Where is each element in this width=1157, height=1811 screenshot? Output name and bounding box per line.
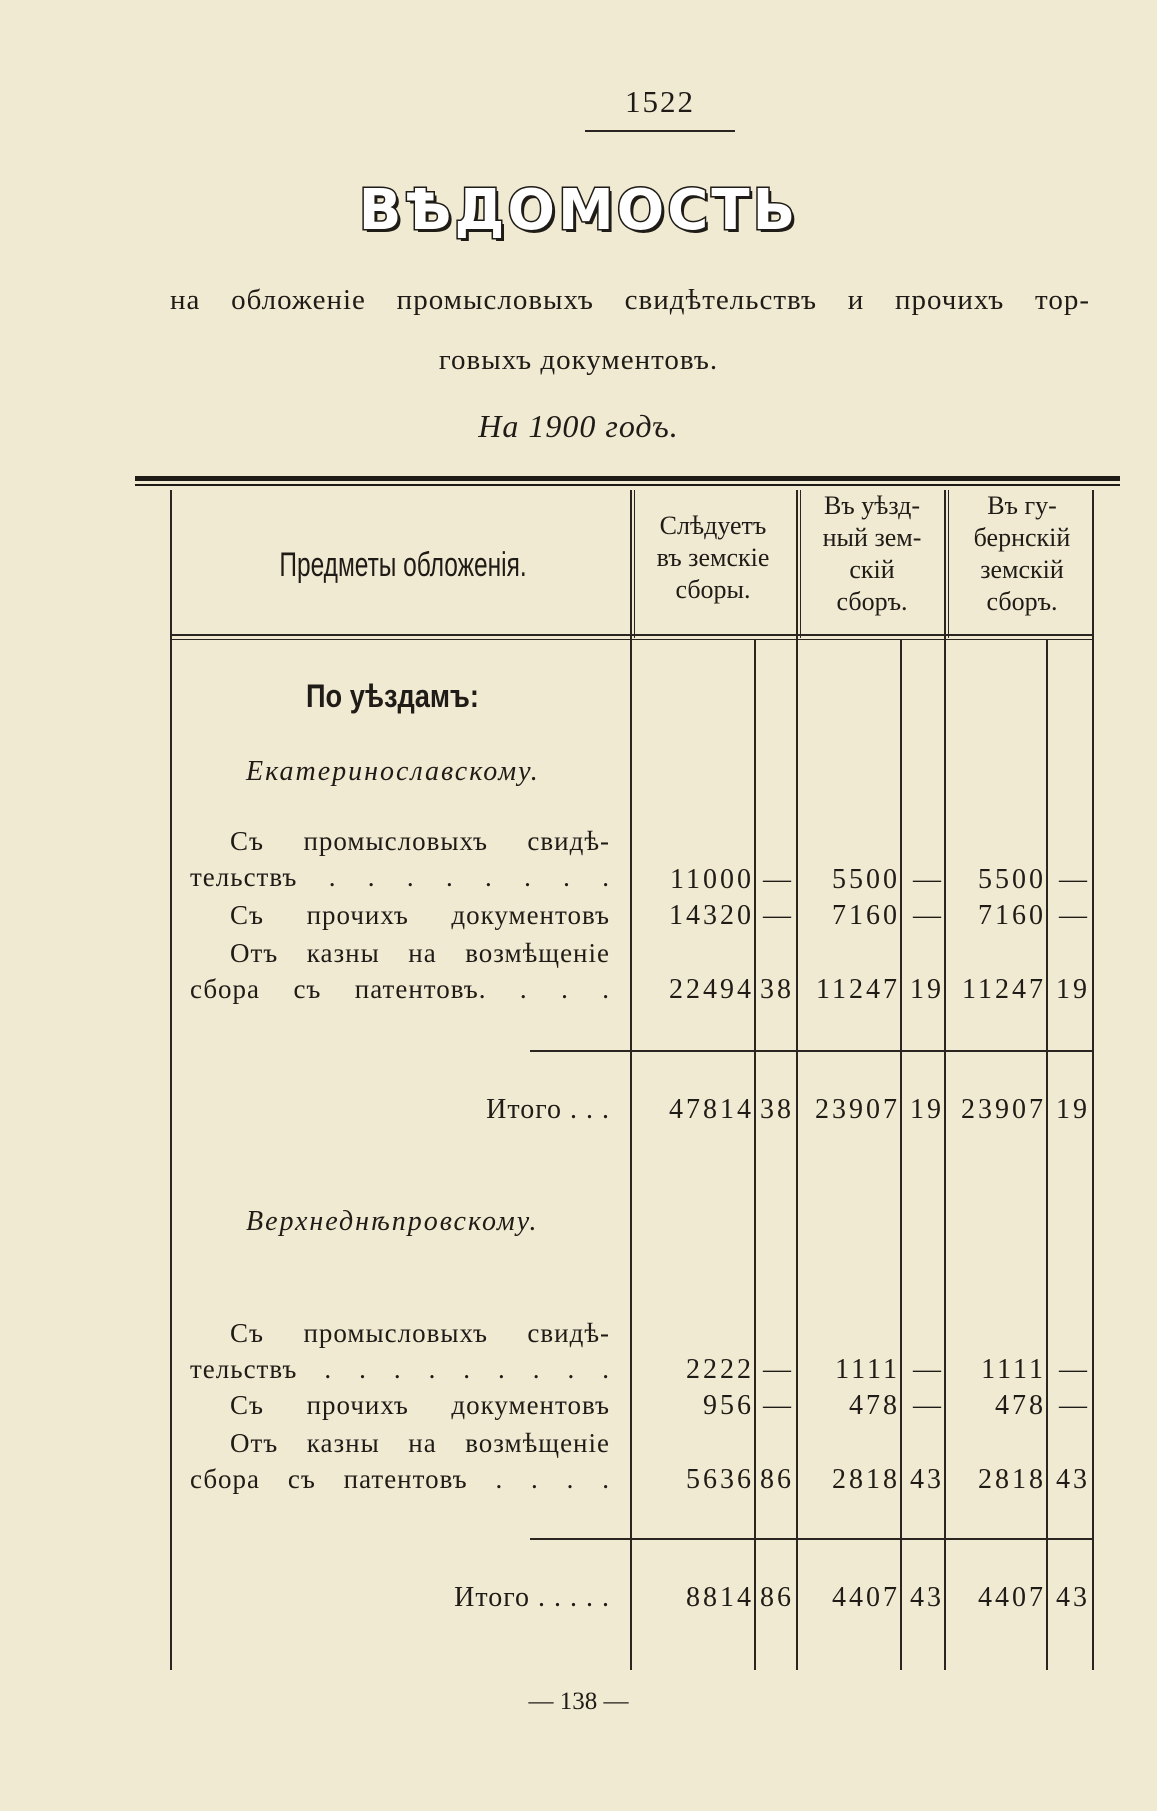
header-zemstvo xyxy=(636,510,790,606)
cell-value: 11247 xyxy=(816,974,900,1005)
col-divider-double xyxy=(800,490,801,638)
cell-kopecks: — xyxy=(763,864,794,895)
year-line: На 1900 годъ. xyxy=(478,408,679,444)
cell-value: 7160 xyxy=(832,900,900,931)
cell-kopecks: 43 xyxy=(1056,1464,1090,1495)
cell-value: 2818 xyxy=(978,1464,1046,1495)
row-label: Съ прочихъ документовъ xyxy=(230,1390,610,1420)
total-value: 4407 xyxy=(832,1582,900,1613)
table-left-border xyxy=(170,490,172,1670)
row-label: Съ промысловыхъ свидѣ- xyxy=(230,826,610,856)
header-guberniya xyxy=(950,490,1094,618)
total-value: 4407 xyxy=(978,1582,1046,1613)
total-kopecks: 86 xyxy=(760,1582,794,1613)
kopeck-divider xyxy=(1046,640,1048,1670)
header-uezd-line: ный зем- xyxy=(822,523,922,552)
cell-kopecks: — xyxy=(763,1390,794,1421)
total-kopecks: 38 xyxy=(760,1094,794,1125)
cell-value: 7160 xyxy=(978,900,1046,931)
cell-value: 956 xyxy=(703,1390,754,1421)
header-uezd-line: скій xyxy=(849,555,895,584)
district-name: Верхнеднѣпровскому. xyxy=(246,1206,539,1237)
cell-kopecks: — xyxy=(1059,864,1090,895)
cell-value: 14320 xyxy=(669,900,754,931)
cell-value: 478 xyxy=(849,1390,900,1421)
cell-kopecks: 19 xyxy=(1056,974,1090,1005)
header-guberniya-line: сборъ. xyxy=(986,587,1058,616)
subtitle-line-1: на обложеніе промысловыхъ свидѣтельствъ и прочихъ тор- xyxy=(170,284,1090,316)
header-guberniya-line: бернскій xyxy=(973,523,1071,552)
cell-kopecks: 19 xyxy=(910,974,944,1005)
header-bottom-rule xyxy=(172,634,1094,636)
kopeck-divider xyxy=(900,640,902,1670)
table-right-border xyxy=(1092,490,1094,1670)
total-rule-2 xyxy=(530,1538,1092,1540)
page-number: 1522 xyxy=(625,84,695,119)
header-zemstvo-line: сборы. xyxy=(675,575,751,604)
header-uezd-line: сборъ. xyxy=(836,587,908,616)
total-kopecks: 43 xyxy=(1056,1582,1090,1613)
cell-value: 1111 xyxy=(981,1354,1046,1385)
cell-value: 2222 xyxy=(686,1354,754,1385)
cell-kopecks: 86 xyxy=(760,1464,794,1495)
col-divider xyxy=(796,490,798,1670)
footer-page-number: — 138 — xyxy=(528,1688,629,1715)
total-label: Итого . . . xyxy=(486,1094,610,1125)
cell-value: 478 xyxy=(995,1390,1046,1421)
cell-kopecks: — xyxy=(913,900,944,931)
total-kopecks: 19 xyxy=(910,1094,944,1125)
kopeck-divider xyxy=(754,640,756,1670)
total-value: 47814 xyxy=(669,1094,754,1125)
cell-kopecks: — xyxy=(1059,1390,1090,1421)
row-label: тельствъ . . . . . . . . xyxy=(190,862,610,892)
cell-value: 1111 xyxy=(835,1354,900,1385)
header-uezd xyxy=(800,490,944,618)
cell-kopecks: — xyxy=(1059,1354,1090,1385)
header-zemstvo-line: Слѣдуетъ xyxy=(659,511,767,540)
total-kopecks: 43 xyxy=(910,1582,944,1613)
total-value: 8814 xyxy=(686,1582,754,1613)
header-subjects: Предметы обложенія. xyxy=(279,546,527,584)
subtitle-line-2: говыхъ документовъ. xyxy=(438,344,719,376)
cell-value: 11000 xyxy=(670,864,754,895)
row-label: тельствъ . . . . . . . . . xyxy=(190,1354,610,1384)
header-zemstvo-line: въ земскіе xyxy=(656,543,770,572)
table-top-rule-thin xyxy=(135,484,1120,486)
row-label: сбора съ патентовъ . . . . xyxy=(190,1464,610,1494)
cell-kopecks: — xyxy=(913,1390,944,1421)
cell-value: 22494 xyxy=(669,974,754,1005)
header-bottom-rule-thin xyxy=(172,639,1094,640)
section-title: По уѣздамъ: xyxy=(306,678,479,714)
cell-value: 11247 xyxy=(962,974,1046,1005)
row-label: Отъ казны на возмѣщеніе xyxy=(230,938,610,968)
cell-kopecks: — xyxy=(763,1354,794,1385)
row-label: сбора съ патентовъ. . . . xyxy=(190,974,610,1004)
row-label: Съ промысловыхъ свидѣ- xyxy=(230,1318,610,1348)
cell-kopecks: — xyxy=(913,1354,944,1385)
cell-kopecks: — xyxy=(1059,900,1090,931)
total-value: 23907 xyxy=(815,1094,900,1125)
header-guberniya-line: земскій xyxy=(980,555,1064,584)
document-title: ВѢДОМОСТЬ xyxy=(358,178,799,243)
total-value: 23907 xyxy=(961,1094,1046,1125)
col-divider-double xyxy=(634,490,635,638)
total-label: Итого . . . . . xyxy=(454,1582,610,1613)
col-divider-double xyxy=(948,490,949,638)
header-guberniya-line: Въ гу- xyxy=(987,491,1057,520)
table-top-rule xyxy=(135,476,1120,481)
row-label: Съ прочихъ документовъ xyxy=(230,900,610,930)
total-rule-1 xyxy=(530,1050,1092,1052)
cell-kopecks: 43 xyxy=(910,1464,944,1495)
cell-value: 2818 xyxy=(832,1464,900,1495)
row-label: Отъ казны на возмѣщеніе xyxy=(230,1428,610,1458)
page-number-rule xyxy=(585,130,735,132)
cell-value: 5500 xyxy=(832,864,900,895)
header-uezd-line: Въ уѣзд- xyxy=(823,491,921,520)
cell-kopecks: — xyxy=(763,900,794,931)
total-kopecks: 19 xyxy=(1056,1094,1090,1125)
cell-value: 5500 xyxy=(978,864,1046,895)
district-name: Екатеринославскому. xyxy=(246,756,540,787)
cell-kopecks: — xyxy=(913,864,944,895)
cell-value: 5636 xyxy=(686,1464,754,1495)
cell-kopecks: 38 xyxy=(760,974,794,1005)
